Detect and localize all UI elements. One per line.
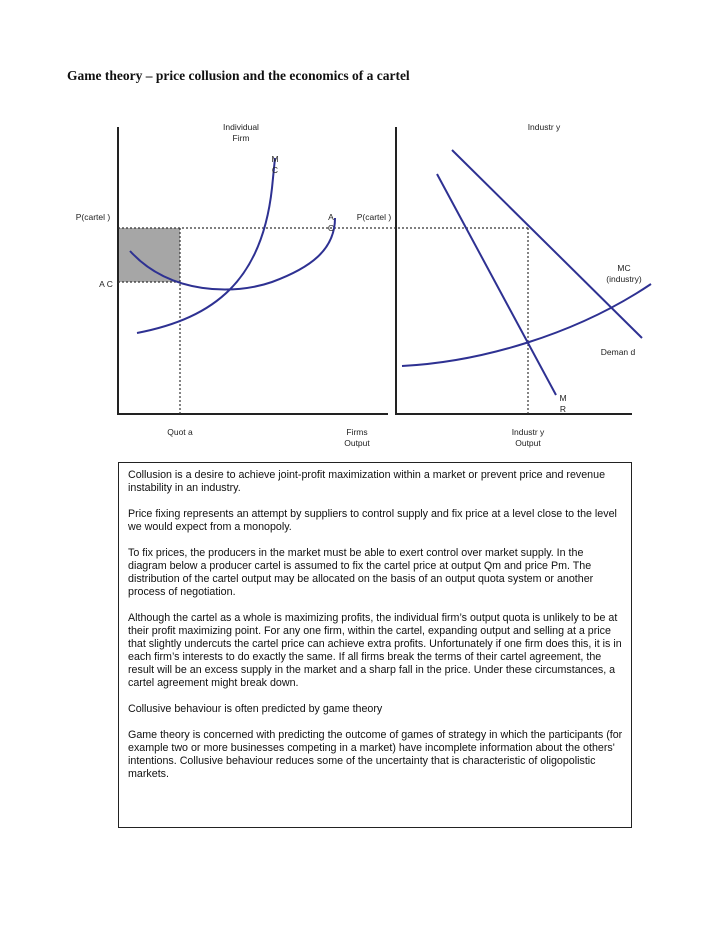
- demand-label: Deman d: [600, 347, 636, 357]
- paragraph-price-fixing: Price fixing represents an attempt by suppliers to control supply and fix price at a level close to the level we would expect from a monopoly.: [128, 508, 617, 533]
- page-title: Game theory – price collusion and the economics of a cartel: [67, 68, 410, 83]
- demand-curve: [452, 150, 642, 338]
- ac-curve-label: A C: [327, 212, 335, 233]
- paragraph-game-theory: Game theory is concerned with predicting the outcome of games of strategy in which the participants (for example two or more businesses competing in a market) have incomplete information about the others' intentions. Collusive behaviour reduces some of the uncertainty that is characteristic of oligopolistic markets.: [128, 729, 623, 780]
- ac-axis-label: A C: [99, 279, 113, 289]
- mr-curve: [437, 174, 556, 395]
- firms-output-label: Firms Output: [344, 427, 370, 448]
- paragraph-collusion: Collusion is a desire to achieve joint-profit maximization within a market or prevent price and revenue instability in an industry.: [128, 469, 606, 494]
- cartel-diagram: [0, 0, 728, 460]
- supernormal-profit-area: [118, 228, 180, 282]
- quota-label: Quot a: [167, 427, 193, 437]
- p-cartel-left-label: P(cartel ): [75, 212, 111, 222]
- mr-label: M R: [559, 393, 567, 414]
- paragraph-game-theory-heading: Collusive behaviour is often predicted by game theory: [128, 703, 383, 715]
- p-cartel-mid-label: P(cartel ): [356, 212, 392, 222]
- paragraph-cartel-breakdown: Although the cartel as a whole is maximizing profits, the individual firm’s output quota is unlikely to be at their profit maximizing point. For any one firm, within the cartel, expanding output and selling at a price that slightly undercuts the cartel price can achieve extra profits. Unfortunately if one firm does this, it is in each firm’s interests to do exactly the same. If all firms break the terms of their cartel agreement, the result will be an excess supply in the market and a sharp fall in the price. Under these circumstances, a cartel agreement might break down.: [128, 612, 622, 689]
- paragraph-fix-prices: To fix prices, the producers in the market must be able to exert control over market supply. In the diagram below a producer cartel is assumed to fix the cartel price at output Qm and price Pm. The distribution of the cartel output may be allocated on the basis of an output quota system or another process of negotiation.: [128, 547, 594, 598]
- explanation-box: [118, 462, 632, 828]
- mc-firm-label: M C: [271, 154, 279, 175]
- individual-firm-label: Individual Firm: [223, 122, 259, 143]
- industry-output-label: Industr y Output: [511, 427, 545, 448]
- mc-industry-label: MC (industry): [606, 263, 642, 284]
- industry-label: Industr y: [527, 122, 561, 132]
